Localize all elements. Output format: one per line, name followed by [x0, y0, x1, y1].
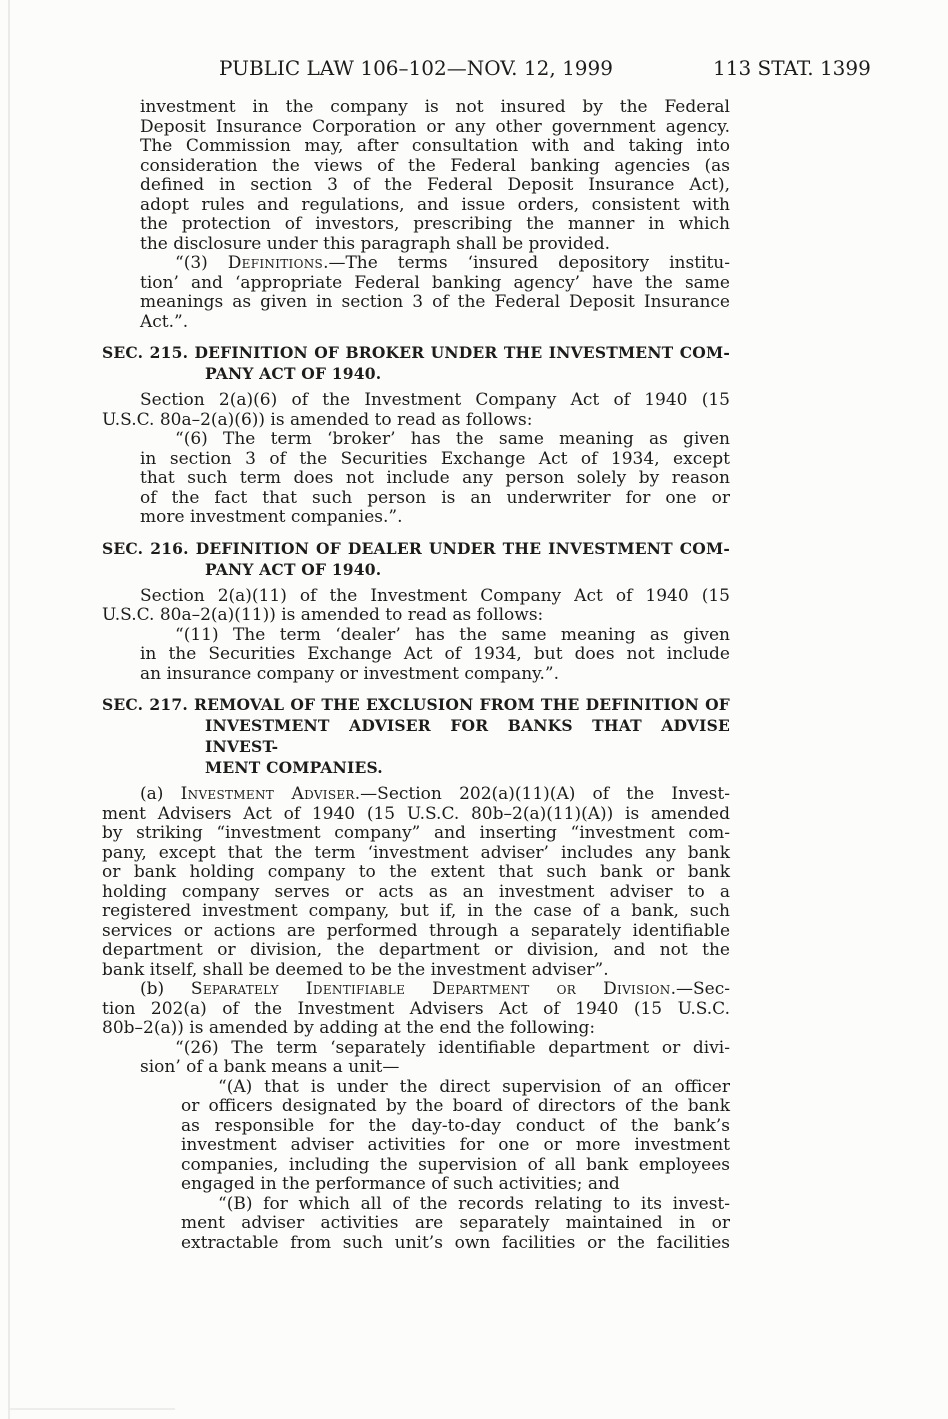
- scan-edge-bottom: [10, 1408, 175, 1410]
- text-line: [102, 587, 730, 607]
- text-run: holding company serves or acts as an investment adviser to a: [102, 881, 730, 902]
- text-run: of the fact that such person is an underwriter for one or: [140, 487, 730, 508]
- text-run: as responsible for the day-to-day conduct of the bank’s: [181, 1115, 730, 1136]
- text-run: “(A) that is under the direct supervision of an officer: [218, 1076, 730, 1097]
- text-line: [102, 1234, 730, 1254]
- text-line: [102, 1058, 730, 1078]
- text-run: SEC. 217. REMOVAL OF THE EXCLUSION FROM THE DEFINITION OF: [102, 695, 730, 714]
- text-line: [102, 757, 730, 778]
- text-run: services or actions are performed through a separately identifiable: [102, 920, 730, 941]
- text-line: [102, 1000, 730, 1020]
- text-run: .—Sec-: [670, 979, 730, 999]
- text-run: (b): [140, 979, 191, 999]
- text-run: an insurance company or investment company.”.: [140, 663, 560, 684]
- running-head-title: PUBLIC LAW 106–102—NOV. 12, 1999: [219, 56, 613, 80]
- text-run: ment Advisers Act of 1940 (15 U.S.C. 80b–2(a)(11)(A)) is amended: [102, 803, 730, 824]
- text-run: investment in the company is not insured by the Federal: [140, 97, 730, 117]
- text-line: [102, 157, 730, 177]
- text-line: [102, 785, 730, 805]
- text-run: “(3): [175, 253, 228, 273]
- text-line: [102, 883, 730, 903]
- text-line: [102, 844, 730, 864]
- text-run: in the Securities Exchange Act of 1934, but does not include: [140, 644, 730, 664]
- text-line: [102, 1097, 730, 1117]
- text-line: [102, 626, 730, 646]
- text-run: bank itself, shall be deemed to be the investment adviser”.: [102, 959, 609, 980]
- text-line: [102, 363, 730, 384]
- text-line: [102, 665, 730, 685]
- text-run: MENT COMPANIES.: [205, 758, 383, 777]
- text-run: sion’ of a bank means a unit—: [140, 1057, 400, 1077]
- text-line: [102, 176, 730, 196]
- text-line: [102, 1019, 730, 1039]
- statute-paragraph: [102, 254, 730, 332]
- text-line: [102, 694, 730, 715]
- text-run: “(26) The term ‘separately identifiable department or divi-: [175, 1037, 730, 1058]
- section-heading: [102, 694, 730, 778]
- text-run: tion’ and ‘appropriate Federal banking agency’ have the same: [140, 272, 730, 293]
- text-line: [102, 1039, 730, 1059]
- text-run: in section 3 of the Securities Exchange Act of 1934, except: [140, 448, 730, 469]
- section-heading: [102, 342, 730, 384]
- text-run: (a): [140, 784, 181, 804]
- text-run: .—The terms ‘insured depository institu-: [323, 253, 730, 273]
- text-run: INVESTMENT ADVISER FOR BANKS THAT ADVISE INVEST-: [205, 716, 730, 756]
- text-run: registered investment company, but if, in the case of a bank, such: [102, 901, 730, 921]
- text-line: [102, 430, 730, 450]
- section-heading: [102, 538, 730, 580]
- text-run: or officers designated by the board of directors of the bank: [181, 1096, 730, 1116]
- text-run: SEC. 216. DEFINITION OF DEALER UNDER THE INVESTMENT COM-: [102, 538, 730, 558]
- text-run: the disclosure under this paragraph shall be provided.: [140, 233, 611, 254]
- text-run: PANY ACT OF 1940.: [205, 364, 382, 383]
- text-line: [102, 1078, 730, 1098]
- text-run: department or division, the department or division, and not the: [102, 940, 730, 960]
- small-caps-run: Investment Adviser: [180, 784, 355, 804]
- text-line: [102, 1175, 730, 1195]
- statute-paragraph: [102, 430, 730, 528]
- small-caps-run: Definitions: [227, 253, 324, 273]
- text-run: that such term does not include any person solely by reason: [140, 468, 730, 488]
- text-line: [102, 824, 730, 844]
- text-run: “(6) The term ‘broker’ has the same meaning as given: [175, 429, 730, 449]
- text-line: [102, 805, 730, 825]
- text-run: tion 202(a) of the Investment Advisers Act of 1940 (15 U.S.C.: [102, 998, 730, 1019]
- statute-paragraph: [102, 587, 730, 626]
- text-line: [102, 215, 730, 235]
- text-run: Deposit Insurance Corporation or any other government agency.: [140, 116, 730, 137]
- text-column: [102, 56, 871, 1253]
- text-line: [102, 118, 730, 138]
- text-run: the protection of investors, prescribing the manner in which: [140, 214, 730, 234]
- text-run: companies, including the supervision of all bank employees: [181, 1154, 730, 1175]
- statute-paragraph: [102, 1039, 730, 1078]
- text-line: [102, 342, 730, 363]
- text-line: [102, 941, 730, 961]
- statute-paragraph: [102, 1195, 730, 1254]
- statute-paragraph: [102, 785, 730, 980]
- text-run: “(B) for which all of the records relating to its invest-: [218, 1193, 730, 1214]
- text-run: U.S.C. 80a–2(a)(11)) is amended to read as follows:: [102, 605, 544, 625]
- running-head-stat-page: 113 STAT. 1399: [713, 56, 871, 80]
- text-run: .—Section 202(a)(11)(A) of the Invest-: [354, 784, 730, 804]
- text-line: [102, 715, 730, 757]
- text-run: Section 2(a)(6) of the Investment Company Act of 1940 (15: [140, 390, 730, 410]
- text-run: ment adviser activities are separately maintained in or: [181, 1213, 730, 1233]
- statute-paragraph: [102, 980, 730, 1039]
- statute-paragraph: [102, 98, 730, 254]
- text-line: [102, 980, 730, 1000]
- text-line: [102, 293, 730, 313]
- small-caps-run: Separately Identifiable Department or Division: [190, 979, 671, 999]
- text-line: [102, 1156, 730, 1176]
- text-line: [102, 902, 730, 922]
- text-run: extractable from such unit’s own facilities or the facilities: [181, 1232, 730, 1253]
- text-run: Section 2(a)(11) of the Investment Company Act of 1940 (15: [140, 585, 730, 606]
- text-line: [102, 450, 730, 470]
- text-run: SEC. 215. DEFINITION OF BROKER UNDER THE INVESTMENT COM-: [102, 343, 730, 362]
- scan-edge-left: [8, 0, 10, 1419]
- text-line: [102, 559, 730, 580]
- text-run: defined in section 3 of the Federal Deposit Insurance Act),: [140, 175, 730, 195]
- text-line: [102, 922, 730, 942]
- text-run: 80b–2(a)) is amended by adding at the end the following:: [102, 1018, 596, 1038]
- text-run: The Commission may, after consultation with and taking into: [140, 136, 730, 156]
- text-run: consideration the views of the Federal banking agencies (as: [140, 155, 730, 176]
- text-line: [102, 645, 730, 665]
- text-run: “(11) The term ‘dealer’ has the same meaning as given: [175, 624, 730, 645]
- text-line: [102, 469, 730, 489]
- page-header: [102, 56, 871, 98]
- text-line: [102, 1136, 730, 1156]
- text-line: [102, 196, 730, 216]
- text-run: Act.”.: [140, 311, 189, 332]
- text-line: [102, 254, 730, 274]
- text-line: [102, 391, 730, 411]
- text-line: [102, 137, 730, 157]
- text-run: investment adviser activities for one or more investment: [181, 1135, 730, 1155]
- text-line: [102, 235, 730, 255]
- text-run: engaged in the performance of such activities; and: [181, 1174, 620, 1194]
- statute-paragraph: [102, 626, 730, 685]
- text-line: [102, 411, 730, 431]
- text-line: [102, 961, 730, 981]
- text-run: PANY ACT OF 1940.: [205, 559, 382, 579]
- text-run: U.S.C. 80a–2(a)(6)) is amended to read as follows:: [102, 409, 533, 430]
- text-run: adopt rules and regulations, and issue orders, consistent with: [140, 194, 730, 215]
- text-run: or bank holding company to the extent that such bank or bank: [102, 862, 730, 882]
- text-line: [102, 1214, 730, 1234]
- text-line: [102, 538, 730, 559]
- text-run: pany, except that the term ‘investment adviser’ includes any bank: [102, 842, 730, 863]
- text-run: meanings as given in section 3 of the Federal Deposit Insurance: [140, 292, 730, 312]
- text-line: [102, 489, 730, 509]
- document-body: [102, 98, 730, 1253]
- text-run: more investment companies.”.: [140, 507, 403, 527]
- statute-paragraph: [102, 391, 730, 430]
- text-line: [102, 313, 730, 333]
- text-run: by striking “investment company” and inserting “investment com-: [102, 823, 730, 843]
- text-line: [102, 606, 730, 626]
- text-line: [102, 508, 730, 528]
- text-line: [102, 98, 730, 118]
- text-line: [102, 1195, 730, 1215]
- text-line: [102, 274, 730, 294]
- text-line: [102, 1117, 730, 1137]
- statute-paragraph: [102, 1078, 730, 1195]
- text-line: [102, 863, 730, 883]
